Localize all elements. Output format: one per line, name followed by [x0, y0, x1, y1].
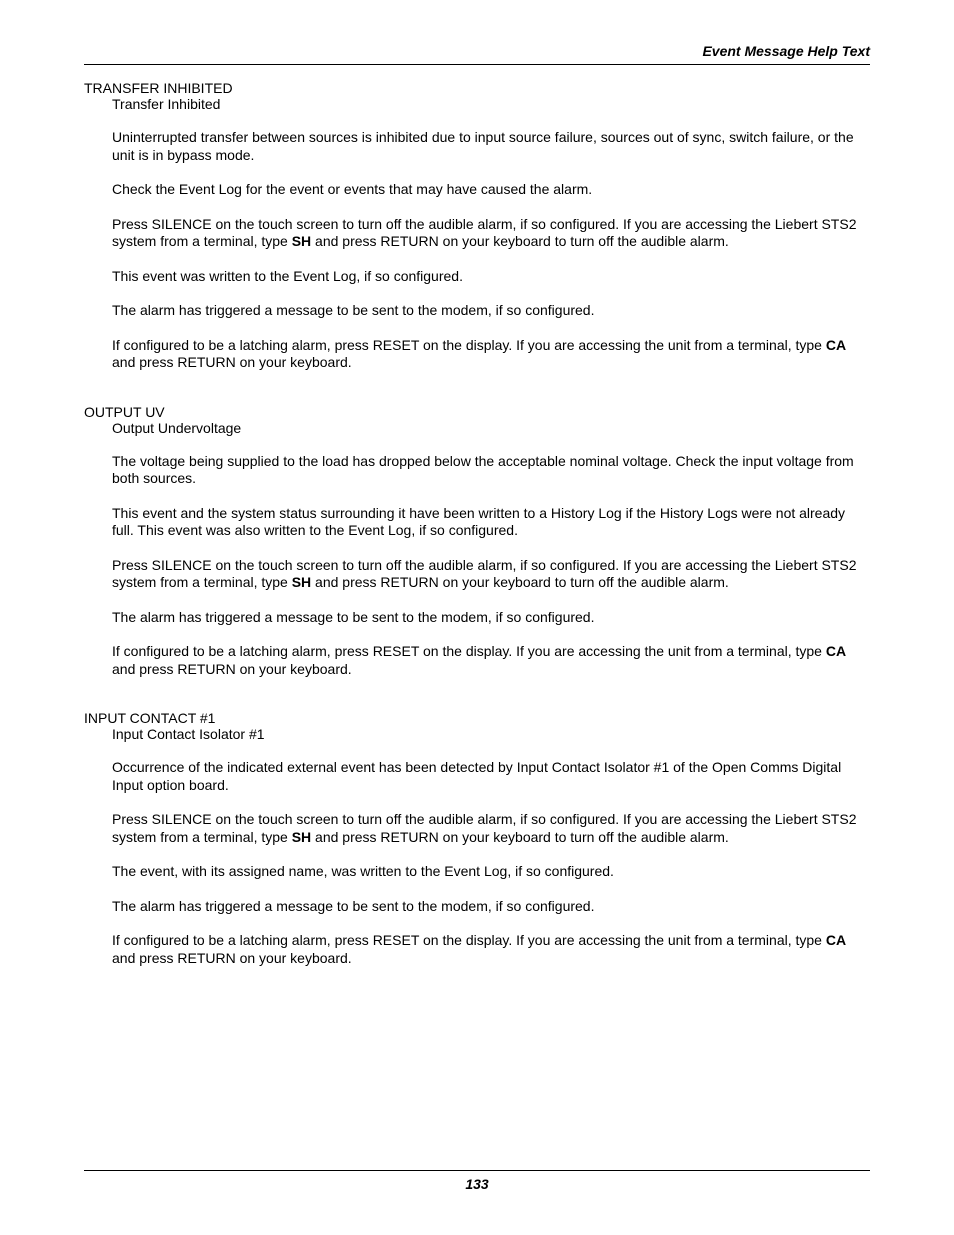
event-code: INPUT CONTACT #1 [84, 710, 216, 726]
event-section-input-contact-1 [84, 710, 870, 967]
command-code: SH [291, 574, 312, 590]
running-header: Event Message Help Text [702, 43, 870, 59]
paragraph: This event and the system status surrounding it have been written to a History Log if the History Logs were not already full. This event was also written to the Event Log, if so configured. [112, 504, 846, 538]
paragraph: This event was written to the Event Log, if so configured. [112, 267, 463, 284]
header-rule [84, 64, 870, 65]
command-code: SH [291, 828, 312, 845]
paragraph: Press SILENCE on the touch screen to turn off the audible alarm, if so configured. If you are accessing the Liebert STS2 system from a terminal, type SH and press RETURN on your keyboard to turn off the audible alarm. [112, 215, 857, 249]
paragraph: Check the Event Log for the event or events that may have caused the alarm. [112, 181, 593, 197]
paragraph: Press SILENCE on the touch screen to turn off the audible alarm, if so configured. If you are accessing the Liebert STS2 system from a terminal, type SH and press RETURN on your keyboard to turn off the audible alarm. [112, 556, 857, 590]
paragraph: If configured to be a latching alarm, press RESET on the display. If you are accessing the unit from a terminal, type CA and press RETURN on your keyboard. [112, 643, 847, 677]
page-body [84, 80, 870, 999]
event-title: Output Undervoltage [112, 419, 242, 436]
event-code: TRANSFER INHIBITED [84, 80, 233, 96]
paragraph: The event, with its assigned name, was written to the Event Log, if so configured. [112, 863, 614, 879]
paragraph: The alarm has triggered a message to be sent to the modem, if so configured. [112, 608, 595, 625]
paragraph: The voltage being supplied to the load has dropped below the acceptable nominal voltage. Check the input voltage from both sources. [112, 452, 854, 486]
event-section-output-uv [84, 404, 870, 679]
command-code: SH [291, 233, 312, 249]
event-code: OUTPUT UV [84, 403, 165, 420]
paragraph: Uninterrupted transfer between sources is inhibited due to input source failure, sources out of sync, switch failure, or the unit is in bypass mode. [112, 129, 854, 163]
command-code: CA [825, 336, 847, 353]
paragraph: Press SILENCE on the touch screen to turn off the audible alarm, if so configured. If you are accessing the Liebert STS2 system from a terminal, type SH and press RETURN on your keyboard to turn off the audible alarm. [112, 811, 857, 845]
page-number: 133 [465, 1176, 489, 1192]
event-title: Transfer Inhibited [112, 96, 221, 112]
footer-rule [84, 1170, 870, 1171]
paragraph: The alarm has triggered a message to be sent to the modem, if so configured. [112, 302, 595, 318]
paragraph: Occurrence of the indicated external event has been detected by Input Contact Isolator #1 of the Open Comms Digital Input option board. [112, 759, 842, 793]
event-section-transfer-inhibited [84, 80, 870, 372]
command-code: CA [825, 643, 847, 659]
paragraph: The alarm has triggered a message to be sent to the modem, if so configured. [112, 897, 595, 914]
event-title: Input Contact Isolator #1 [112, 726, 265, 742]
paragraph: If configured to be a latching alarm, press RESET on the display. If you are accessing the unit from a terminal, type CA and press RETURN on your keyboard. [112, 336, 847, 370]
command-code: CA [825, 932, 847, 948]
paragraph: If configured to be a latching alarm, press RESET on the display. If you are accessing the unit from a terminal, type CA and press RETURN on your keyboard. [112, 932, 847, 966]
